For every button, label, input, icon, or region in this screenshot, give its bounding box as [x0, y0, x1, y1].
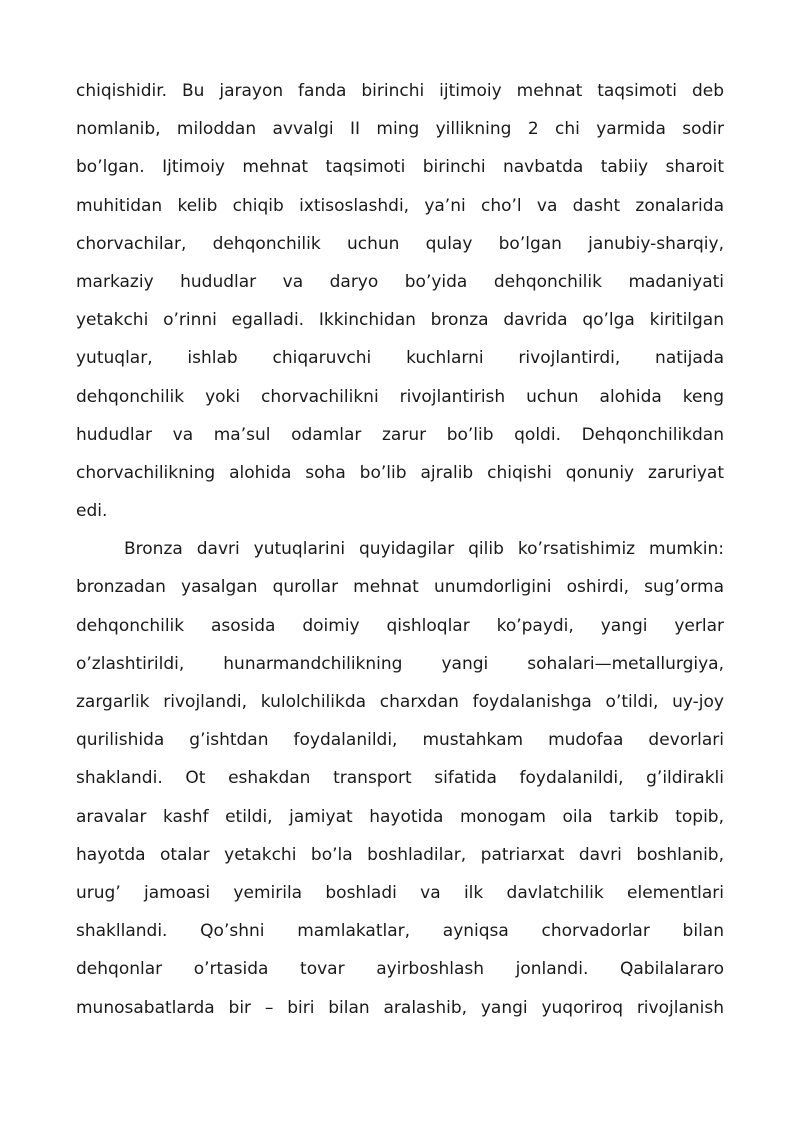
text-line: bronzadan yasalgan qurollar mehnat unumdorligini oshirdi, sug’orma: [76, 577, 724, 598]
text-line: dehqonchilik yoki chorvachilikni rivojlantirish uchun alohida keng: [76, 386, 724, 407]
text-line: markaziy hududlar va daryo bo’yida dehqonchilik madaniyati: [76, 271, 724, 292]
text-line: munosabatlarda bir – biri bilan aralashib, yangi yuqoriroq rivojlanish: [76, 997, 724, 1018]
text-line: zargarlik rivojlandi, kulolchilikda charxdan foydalanishga o’tildi, uy-joy: [76, 692, 724, 712]
text-line: dehqonlar o’rtasida tovar ayirboshlash jonlandi. Qabilalararo: [76, 959, 724, 980]
text-line: chorvachilikning alohida soha bo’lib ajralib chiqishi qonuniy zaruriyat: [76, 462, 724, 483]
text-line: chorvachilar, dehqonchilik uchun qulay bo’lgan janubiy-sharqiy,: [76, 233, 724, 254]
text-line: shaklandi. Ot eshakdan transport sifatida foydalanildi, g’ildirakli: [76, 768, 724, 789]
text-line: o’zlashtirildi, hunarmandchilikning yangi sohalari—metallurgiya,: [76, 653, 724, 674]
paragraph-1: [76, 72, 724, 530]
text-line: muhitidan kelib chiqib ixtisoslashdi, ya’ni cho’l va dasht zonalarida: [76, 195, 724, 216]
text-line: chiqishidir. Bu jarayon fanda birinchi ijtimoiy mehnat taqsimoti deb: [76, 81, 724, 101]
text-line: aravalar kashf etildi, jamiyat hayotida monogam oila tarkib topib,: [76, 806, 724, 827]
text-line: bo’lgan. Ijtimoiy mehnat taqsimoti birinchi navbatda tabiiy sharoit: [76, 157, 724, 178]
document-page: [76, 72, 724, 1027]
text-line: dehqonchilik asosida doimiy qishloqlar ko’paydi, yangi yerlar: [76, 615, 724, 636]
text-line: shakllandi. Qo’shni mamlakatlar, ayniqsa chorvadorlar bilan: [76, 921, 724, 942]
text-line: edi.: [76, 501, 108, 522]
text-line: qurilishida g’ishtdan foydalanildi, mustahkam mudofaa devorlari: [76, 730, 724, 751]
text-line: yetakchi o’rinni egalladi. Ikkinchidan bronza davrida qo’lga kiritilgan: [76, 310, 724, 331]
text-line: Bronza davri yutuqlarini quyidagilar qilib ko’rsatishimiz mumkin:: [124, 539, 724, 560]
text-line: hududlar va ma’sul odamlar zarur bo’lib qoldi. Dehqonchilikdan: [76, 424, 724, 445]
text-line: nomlanib, miloddan avvalgi II ming yillikning 2 chi yarmida sodir: [76, 119, 724, 140]
paragraph-2: [76, 530, 724, 1026]
text-line: urug’ jamoasi yemirila boshladi va ilk davlatchilik elementlari: [76, 882, 724, 903]
text-line: hayotda otalar yetakchi bo’la boshladilar, patriarxat davri boshlanib,: [76, 844, 724, 865]
text-line: yutuqlar, ishlab chiqaruvchi kuchlarni rivojlantirdi, natijada: [76, 348, 724, 369]
